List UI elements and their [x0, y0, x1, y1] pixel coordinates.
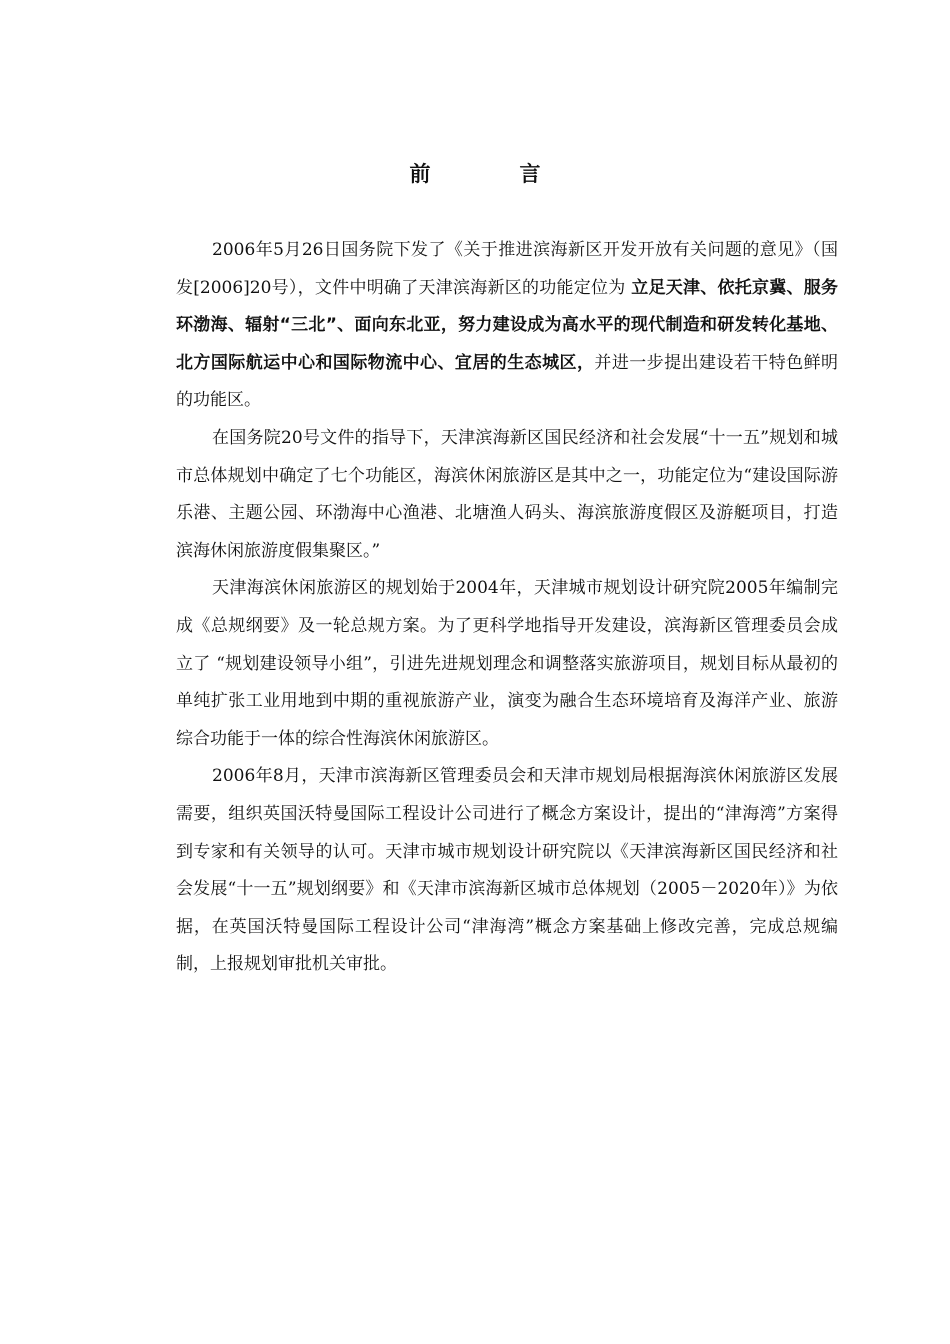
paragraph-1-text-start: 2006年5月26日国务院下发了《关于推进滨海新区开发开放有关问题的意见》（国发[2006]20号），文件中明确了天津滨海新区的功能定位为	[176, 240, 838, 298]
page-title: 前 言	[409, 162, 575, 186]
paragraph-1-bold-text: 立足天津、依托京冀、服务环渤海、辐射“三北”、面向东北亚，努力建设成为高水平的现代制造和研发转化基地、北方国际航运中心和国际物流中心、宜居的生态城区，	[176, 277, 838, 373]
paragraph-2: 在国务院20号文件的指导下，天津滨海新区国民经济和社会发展“十一五”规划和城市总体规划中确定了七个功能区，海滨休闲旅游区是其中之一，功能定位为“建设国际游乐港、主题公园、环渤海中心渔港、北塘渔人码头、海滨旅游度假区及游艇项目，打造滨海休闲旅游度假集聚区。”	[176, 427, 838, 561]
paragraph-1-text-end: 并进一步提出建设若干特色鲜明的功能区。	[176, 352, 839, 411]
paragraph-1	[176, 232, 838, 420]
paragraph-4: 2006年8月，天津市滨海新区管理委员会和天津市规划局根据海滨休闲旅游区发展需要，组织英国沃特曼国际工程设计公司进行了概念方案设计，提出的“津海湾”方案得到专家和有关领导的认可。天津市城市规划设计研究院以《天津滨海新区国民经济和社会发展“十一五”规划纲要》和《天津市滨海新区城市总体规划（2005－2020年）》为依据，在英国沃特曼国际工程设计公司“津海湾”概念方案基础上修改完善，完成总规编制，上报规划审批机关审批。	[176, 766, 838, 975]
paragraph-3: 天津海滨休闲旅游区的规划始于2004年，天津城市规划设计研究院2005年编制完成《总规纲要》及一轮总规方案。为了更科学地指导开发建设，滨海新区管理委员会成立了 “规划建设领导小组”，引进先进规划理念和调整落实旅游项目，规划目标从最初的单纯扩张工业用地到中期的重视旅游产业，演变为融合生态环境培育及海洋产业、旅游综合功能于一体的综合性海滨休闲旅游区。	[176, 578, 838, 749]
document-body	[176, 232, 838, 984]
